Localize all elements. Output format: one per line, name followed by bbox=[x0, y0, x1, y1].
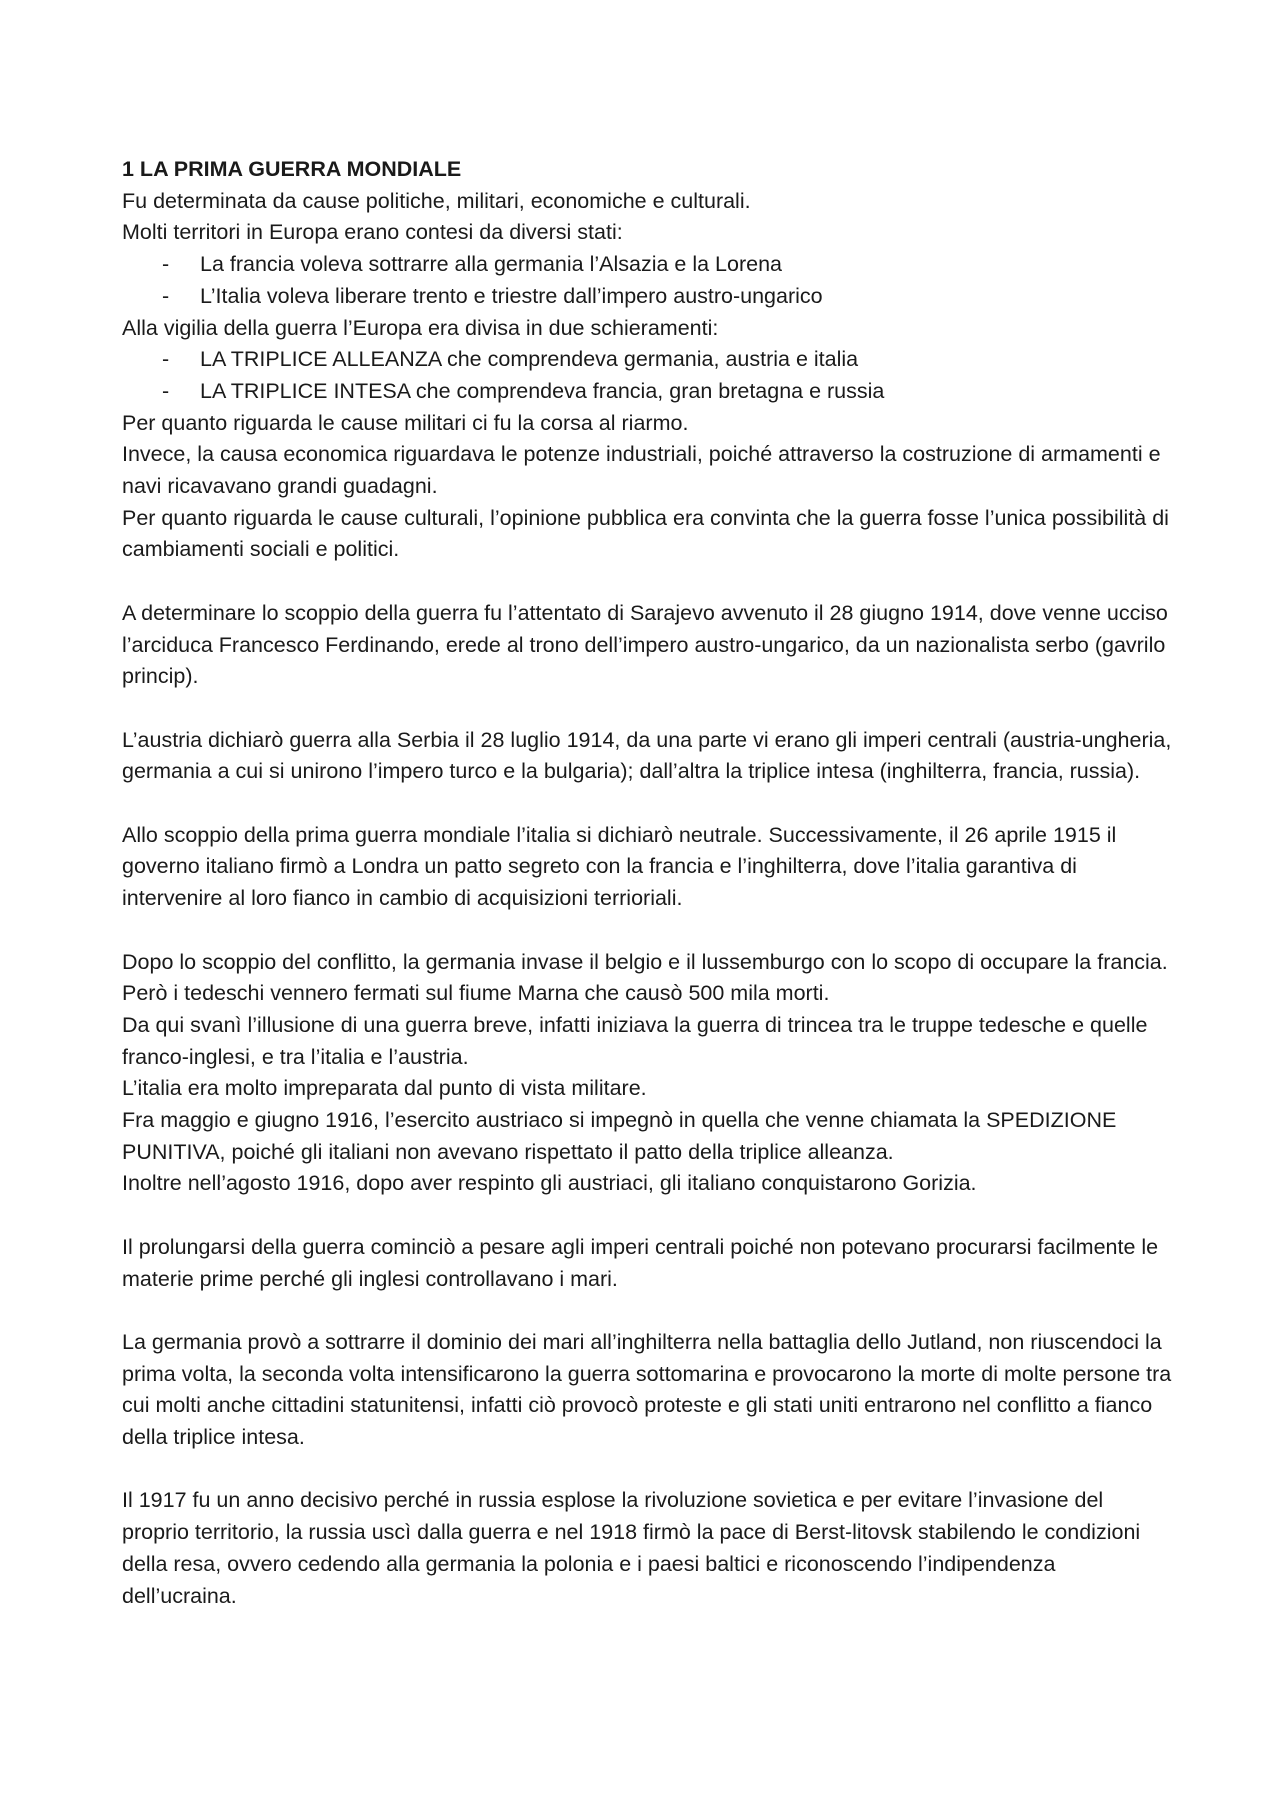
list-item bbox=[122, 376, 1172, 408]
alliances-intro: Alla vigilia della guerra l’Europa era divisa in due schieramenti: bbox=[122, 315, 719, 340]
list-item-text: La francia voleva sottrarre alla germania l’Alsazia e la Lorena bbox=[200, 252, 783, 277]
paragraph-spacer bbox=[122, 1200, 1172, 1232]
paragraph-spacer bbox=[122, 915, 1172, 947]
paragraph-jutland: La germania provò a sottrarre il dominio dei mari all’inghilterra nella battaglia dello Jutland, non riuscendoci la prima volta, la seconda volta intensificarono la guerra sottomarina e provocarono la morte di molte persone tra cui molti anche cittadini statunitensi, infatti ciò provocò proteste e gli stati uniti entrarono nel conflitto a fianco della triplice intesa. bbox=[122, 1329, 1172, 1450]
paragraph-1917: Il 1917 fu un anno decisivo perché in russia esplose la rivoluzione sovietica e per evitare l’invasione del proprio territorio, la russia uscì dalla guerra e nel 1918 firmò la pace di Berst-litovsk stabilendo le condizioni della resa, ovvero cedendo alla germania la polonia e i paesi baltici e riconoscendo l’indipendenza dell’ucraina. bbox=[122, 1488, 1141, 1608]
list-item bbox=[122, 281, 1172, 313]
paragraph-declaration: L’austria dichiarò guerra alla Serbia il 28 luglio 1914, da una parte vi erano gli imperi centrali (austria-ungheria, germania a cui si unirono l’impero turco e la bulgaria); dall’altra la triplice intesa (inghilterra, francia, russia). bbox=[122, 727, 1172, 784]
list-item-text: LA TRIPLICE ALLEANZA che comprendeva germania, austria e italia bbox=[200, 347, 859, 372]
intro-line: Molti territori in Europa erano contesi da diversi stati: bbox=[122, 220, 623, 245]
paragraph-causes: Per quanto riguarda le cause culturali, l’opinione pubblica era convinta che la guerra fosse l’unica possibilità di cambiamenti sociali e politici. bbox=[122, 505, 1169, 562]
paragraph-conflict: Fra maggio e giugno 1916, l’esercito austriaco si impegnò in quella che venne chiamata la SPEDIZIONE PUNITIVA, poiché gli italiani non avevano rispettato il patto della triplice alleanza. bbox=[122, 1108, 1117, 1164]
paragraph-spacer bbox=[122, 566, 1172, 598]
dash-bullet: - bbox=[162, 252, 170, 277]
territories-list bbox=[122, 249, 1172, 312]
paragraph-spacer bbox=[122, 1295, 1172, 1327]
paragraph-spacer bbox=[122, 693, 1172, 725]
list-item-text: LA TRIPLICE INTESA che comprendeva francia, gran bretagna e russia bbox=[200, 378, 885, 403]
paragraph-conflict: L’italia era molto impreparata dal punto di vista militare. bbox=[122, 1076, 647, 1101]
dash-bullet: - bbox=[162, 283, 170, 308]
document-title: 1 LA PRIMA GUERRA MONDIALE bbox=[122, 157, 462, 181]
alliances-list bbox=[122, 344, 1172, 407]
list-item-text: L’Italia voleva liberare trento e triestre dall’impero austro-ungarico bbox=[200, 283, 823, 308]
list-item bbox=[122, 249, 1172, 281]
paragraph-prolonged: Il prolungarsi della guerra cominciò a pesare agli imperi centrali poiché non potevano procurarsi facilmente le materie prime perché gli inglesi controllavano i mari. bbox=[122, 1234, 1159, 1291]
paragraph-spacer bbox=[122, 788, 1172, 820]
dash-bullet: - bbox=[162, 347, 170, 372]
paragraph-conflict: Da qui svanì l’illusione di una guerra breve, infatti iniziava la guerra di trincea tra le truppe tedesche e quelle franco-inglesi, e tra l’italia e l’austria. bbox=[122, 1012, 1148, 1069]
paragraph-italy-neutral: Allo scoppio della prima guerra mondiale l’italia si dichiarò neutrale. Successivamente, il 26 aprile 1915 il governo italiano firmò a Londra un patto segreto con la francia e l’inghilterra, dove l’italia garantiva di intervenire al loro fianco in cambio di acquisizioni terrioriali. bbox=[122, 822, 1117, 911]
paragraph-sarajevo: A determinare lo scoppio della guerra fu l’attentato di Sarajevo avvenuto il 28 giugno 1914, dove venne ucciso l’arciduca Francesco Ferdinando, erede al trono dell’impero austro-ungarico, da un nazionalista serbo (gavrilo princip). bbox=[122, 600, 1168, 689]
paragraph-causes: Invece, la causa economica riguardava le potenze industriali, poiché attraverso la costruzione di armamenti e navi ricavavano grandi guadagni. bbox=[122, 442, 1161, 499]
paragraph-causes: Per quanto riguarda le cause militari ci fu la corsa al riarmo. bbox=[122, 410, 689, 435]
dash-bullet: - bbox=[162, 378, 170, 403]
document-page bbox=[122, 154, 1172, 1612]
list-item bbox=[122, 344, 1172, 376]
paragraph-spacer bbox=[122, 1454, 1172, 1486]
paragraph-conflict: Inoltre nell’agosto 1916, dopo aver respinto gli austriaci, gli italiano conquistarono Gorizia. bbox=[122, 1171, 977, 1196]
paragraph-conflict: Dopo lo scoppio del conflitto, la germania invase il belgio e il lussemburgo con lo scopo di occupare la francia. Però i tedeschi vennero fermati sul fiume Marna che causò 500 mila morti. bbox=[122, 949, 1168, 1006]
intro-line: Fu determinata da cause politiche, militari, economiche e culturali. bbox=[122, 188, 751, 213]
